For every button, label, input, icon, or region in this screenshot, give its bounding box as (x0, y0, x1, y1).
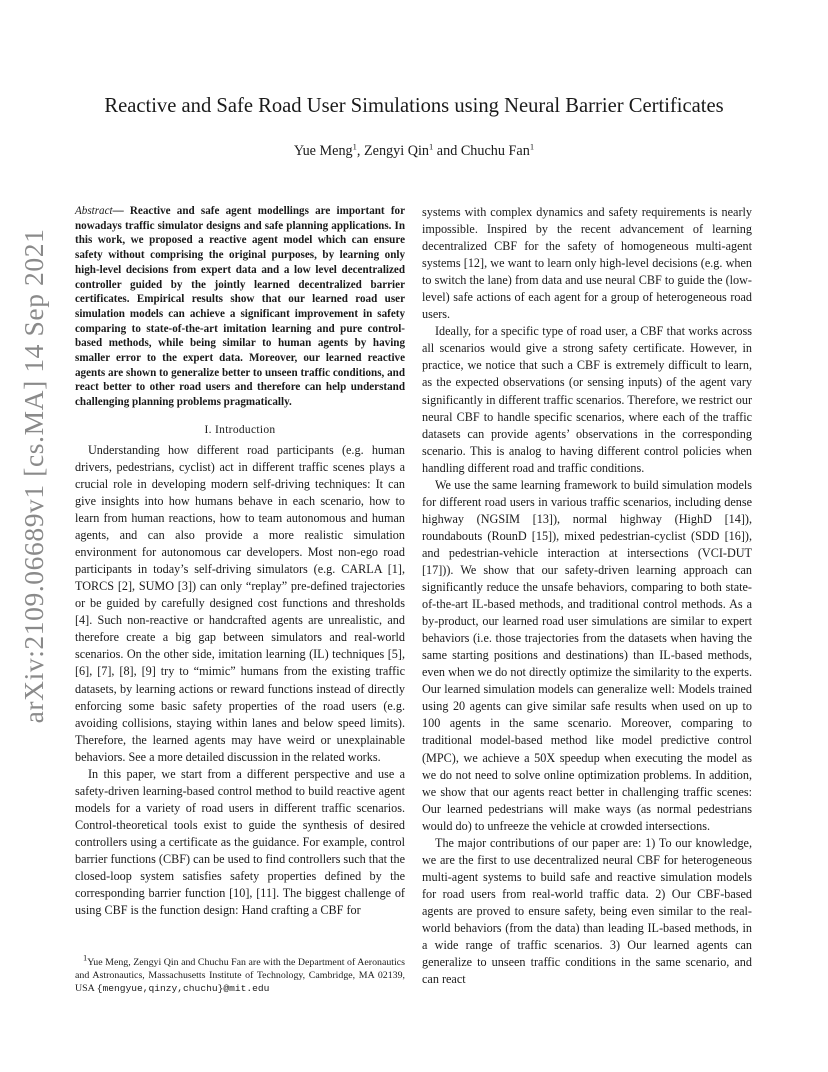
abstract (75, 204, 405, 410)
arxiv-identifier[interactable]: arXiv:2109.06689v1 [cs.MA] 14 Sep 2021 (18, 228, 49, 724)
body-paragraph: The major contributions of our paper are: 1) To our knowledge, we are the first to use decentralized neural CBF for heterogeneous multi-agent systems to build safe and reactive simulation models for road users from real-world traffic data. 2) Our CBF-based agents are proved to ensure safety, being even similar to the real-world behaviors (from the data) than leading IL-based methods, in a wide range of traffic scenarios. 3) Our learned agents can generalize to unseen traffic conditions in the same scenario, and can react (422, 835, 752, 987)
paper-title: Reactive and Safe Road User Simulations using Neural Barrier Certificates (104, 95, 724, 117)
author-name: Yue Meng (293, 143, 353, 159)
right-column (422, 204, 752, 988)
affiliation-mark: 1 (352, 141, 357, 152)
affiliation-mark: 1 (529, 141, 535, 152)
body-paragraph: Understanding how different road participants (e.g. human drivers, pedestrians, cyclist) act in different traffic scenes plays a crucial role in developing modern self-driving techniques: It can give insights into how humans behave in each scenario, how to learn from human reactions, how to team autonomous and human agents, and can also provide a more realistic simulation environment for autonomous car developers. Most non-ego road participants in today’s self-driving simulators (e.g. CARLA [1], TORCS [2], SUMO [3]) can only “replay” pre-defined trajectories or be guided by carefully designed cost functions and thresholds [4]. Such non-reactive or handcrafted agents are unrealistic, and therefore create a big gap between simulators and real-world scenarios. On the other side, imitation learning (IL) techniques [5], [6], [7], [8], [9] try to “mimic” humans from the existing traffic datasets, by learning actions or reward functions instead of directly enforcing some basic safety properties of the road users (e.g. avoiding collisions, staying within lanes and below speed limits). Therefore, the learned agents may have weird or unexplainable behaviors. See a more detailed discussion in the related works. (75, 442, 405, 764)
abstract-label: Abstract (75, 205, 113, 217)
affiliation-mark: 1 (429, 141, 434, 152)
body-paragraph: systems with complex dynamics and safety requirements is nearly impossible. Inspired by the recent advancement of learning decentralized CBF for the safety of homogeneous multi-agent systems [12], we want to learn only high-level decisions (e.g. when to switch the lane) from data and use neural CBF to guide the (low-level) safe actions of each agent for a group of heterogeneous road users. (422, 205, 752, 322)
footnote-mark: 1 (83, 952, 88, 963)
left-column (75, 204, 405, 919)
body-paragraph: In this paper, we start from a different perspective and use a safety-driven learning-based control method to build reactive agent models for a variety of road users in different traffic scenarios. Control-theoretical tools exist to guide the synthesis of desired controllers using a certificate as the guidance. For example, control barrier functions (CBF) can be used to find controllers such that the closed-loop system satisfies safety properties defined by the corresponding barrier function [10], [11]. The biggest challenge of using CBF is the function design: Hand crafting a CBF for (75, 766, 405, 918)
body-paragraph: Ideally, for a specific type of road user, a CBF that works across all scenarios would give a strong safety certificate. However, in practice, we notice that such a CBF is extremely difficult to learn, as the expected observations (or sensing inputs) of the agent vary significantly in different traffic scenarios. Therefore, we restrict our neural CBF to handle specific scenarios, where each of the traffic datasets can provide agents’ observations in the corresponding scenario. This is analog to having different control policies when handling different road and traffic conditions. (422, 324, 752, 475)
section-heading-introduction: I. Introduction (204, 423, 276, 436)
footnote-text: Yue Meng, Zengyi Qin and Chuchu Fan are with the Department of Aeronautics and Astronautics, Massachusetts Institute of Technology, Cambridge, MA 02139, USA (75, 957, 405, 995)
author-separator: , (356, 143, 364, 159)
author-emails[interactable]: {mengyue,qinzy,chuchu}@mit.edu (96, 983, 270, 995)
author-name: Chuchu Fan (460, 143, 530, 159)
author-name: Zengyi Qin (363, 143, 429, 159)
author-separator: and (433, 143, 461, 159)
abstract-text: — Reactive and safe agent modellings are important for nowadays traffic simulator designs and safe planning applications. In this work, we proposed a reactive agent model which can ensure safety without comprising the original purposes, by learning only high-level decisions from expert data and a low level decentralized controller guided by the jointly learned decentralized barrier certificates. Empirical results show that our learned road user simulation models can achieve a significant improvement in safety comparing to state-of-the-art imitation learning and pure control-based methods, while being similar to human agents by having smaller error to the expert data. Moreover, our learned reactive agents are shown to generalize better to unseen traffic conditions, and react better to other road users and therefore can help understand challenging planning problems pragmatically. (75, 205, 405, 409)
affiliation-footnote (75, 952, 405, 996)
author-line (0, 143, 828, 160)
body-paragraph: We use the same learning framework to build simulation models for different road users in various traffic scenarios, including dense highway (NGSIM [13]), normal highway (HighD [14]), roundabouts (RounD [15]), mixed pedestrian-cyclist (SDD [16]), and pedestrian-vehicle interaction at intersections (VCI-DUT [17])). We show that our safety-driven learning approach can significantly reduce the unsafe behaviors, comparing to both state-of-the-art IL-based methods, and traditional control methods. As a by-product, our learned road user simulations are similar to expert behaviors (i.e. those trajectories from the datasets when having the same starting positions and destinations) than IL-based methods, even when we do not directly optimize the similarity to the experts. Our learned simulation models can generalize well: Models trained using 20 agents can give similar safe results when used on up to 100 agents in the same scenario. Moreover, comparing to traditional model-based method like model predictive control (MPC), we achieve a 50X speedup when executing the model as we do not need to solve online optimization problems. In addition, we show that our agents react better in challenging traffic scenes: Our learned pedestrians will make ways (as normal pedestrians would do) to unfreeze the vehicle at crowded intersections. (422, 477, 752, 833)
